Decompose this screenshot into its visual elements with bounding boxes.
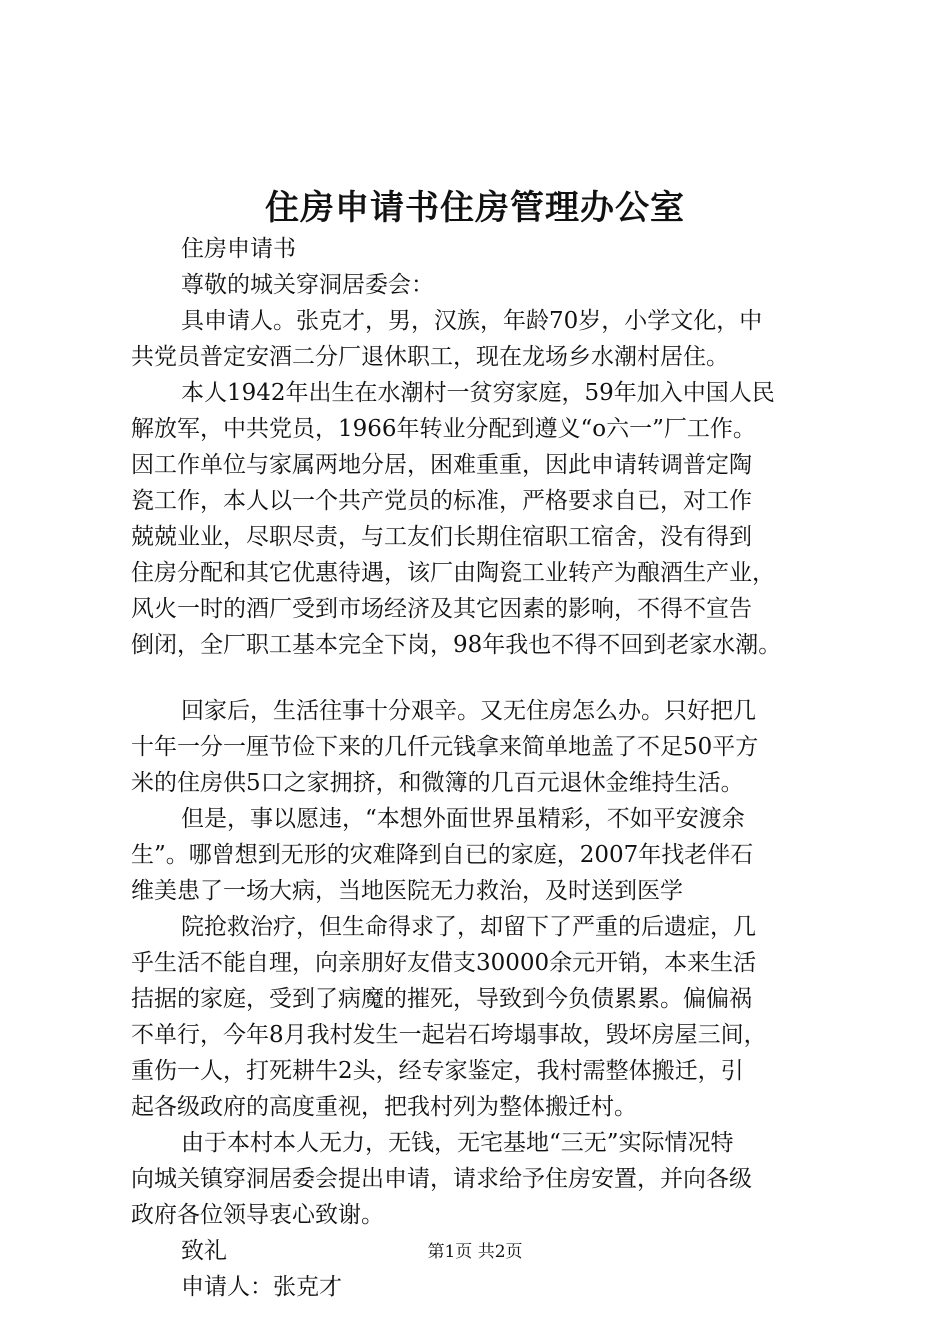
paragraph-6-line-1: 由于本村本人无力，无钱，无宅基地“三无”实际情况特 <box>181 1130 734 1156</box>
paragraph-4-line-2: 生”。哪曾想到无形的灾难降到自已的家庭，2007年找老伴石 <box>131 842 754 868</box>
paragraph-6-line-2: 向城关镇穿洞居委会提出申请，请求给予住房安置，并向各级 <box>131 1166 752 1192</box>
paragraph-2-line-3: 因工作单位与家属两地分居，困难重重，因此申请转调普定陶 <box>131 452 752 478</box>
salutation-line: 尊敬的城关穿洞居委会： <box>181 272 434 298</box>
paragraph-3-line-2: 十年一分一厘节俭下来的几仟元钱拿来简单地盖了不足50平方 <box>131 734 759 760</box>
paragraph-5-line-5: 重伤一人，打死耕牛2头，经专家鉴定，我村需整体搬迁，引 <box>131 1058 744 1084</box>
paragraph-2-line-1: 本人1942年出生在水潮村一贫穷家庭，59年加入中国人民 <box>181 380 775 406</box>
closing-line: 致礼 <box>181 1238 227 1264</box>
heading-line: 住房申请书 <box>181 236 296 262</box>
paragraph-gap <box>131 663 853 693</box>
paragraph-5-line-4: 不单行，今年8月我村发生一起岩石垮塌事故，毁坏房屋三间， <box>131 1022 767 1048</box>
paragraph-4-line-1: 但是，事以愿违，“本想外面世界虽精彩，不如平安渡余 <box>181 806 745 832</box>
paragraph-3-line-3: 米的住房供5口之家拥挤，和微簿的几百元退休金维持生活。 <box>131 770 744 796</box>
paragraph-2-line-6: 住房分配和其它优惠待遇，该厂由陶瓷工业转产为酿酒生产业， <box>131 560 775 586</box>
paragraph-6-line-3: 政府各位领导衷心致谢。 <box>131 1202 384 1228</box>
paragraph-2-line-5: 兢兢业业，尽职尽责，与工友们长期住宿职工宿舍，没有得到 <box>131 524 752 550</box>
paragraph-2-line-8: 倒闭，全厂职工基本完全下岗，98年我也不得不回到老家水潮。 <box>131 632 782 658</box>
document-title: 住房申请书住房管理办公室 <box>265 188 685 228</box>
paragraph-1-line-1: 具申请人。张克才，男，汉族，年龄70岁，小学文化，中 <box>181 308 763 334</box>
paragraph-1-line-2: 共党员普定安酒二分厂退休职工，现在龙场乡水潮村居住。 <box>131 344 729 370</box>
page-footer: 第1页 共2页 <box>427 1242 523 1262</box>
paragraph-5-line-2: 乎生活不能自理，向亲朋好友借支30000余元开销，本来生活 <box>131 950 757 976</box>
signature-line: 申请人：张克才 <box>181 1274 342 1300</box>
paragraph-5-line-6: 起各级政府的高度重视，把我村列为整体搬迁村。 <box>131 1094 637 1120</box>
document-body <box>131 231 853 1305</box>
paragraph-4-line-3: 维美患了一场大病，当地医院无力救治，及时送到医学 <box>131 878 683 904</box>
paragraph-5-line-3: 拮据的家庭，受到了病魔的摧死，导致到今负债累累。偏偏祸 <box>131 986 752 1012</box>
paragraph-2-line-7: 风火一时的酒厂受到市场经济及其它因素的影响，不得不宣告 <box>131 596 752 622</box>
paragraph-2-line-4: 瓷工作，本人以一个共产党员的标准，严格要求自已，对工作 <box>131 488 752 514</box>
paragraph-2-line-2: 解放军，中共党员，1966年转业分配到遵义“o六一”厂工作。 <box>131 416 756 442</box>
paragraph-5-line-1: 院抢救治疗，但生命得求了，却留下了严重的后遗症，几 <box>181 914 756 940</box>
paragraph-3-line-1: 回家后，生活往事十分艰辛。又无住房怎么办。只好把几 <box>181 698 756 724</box>
